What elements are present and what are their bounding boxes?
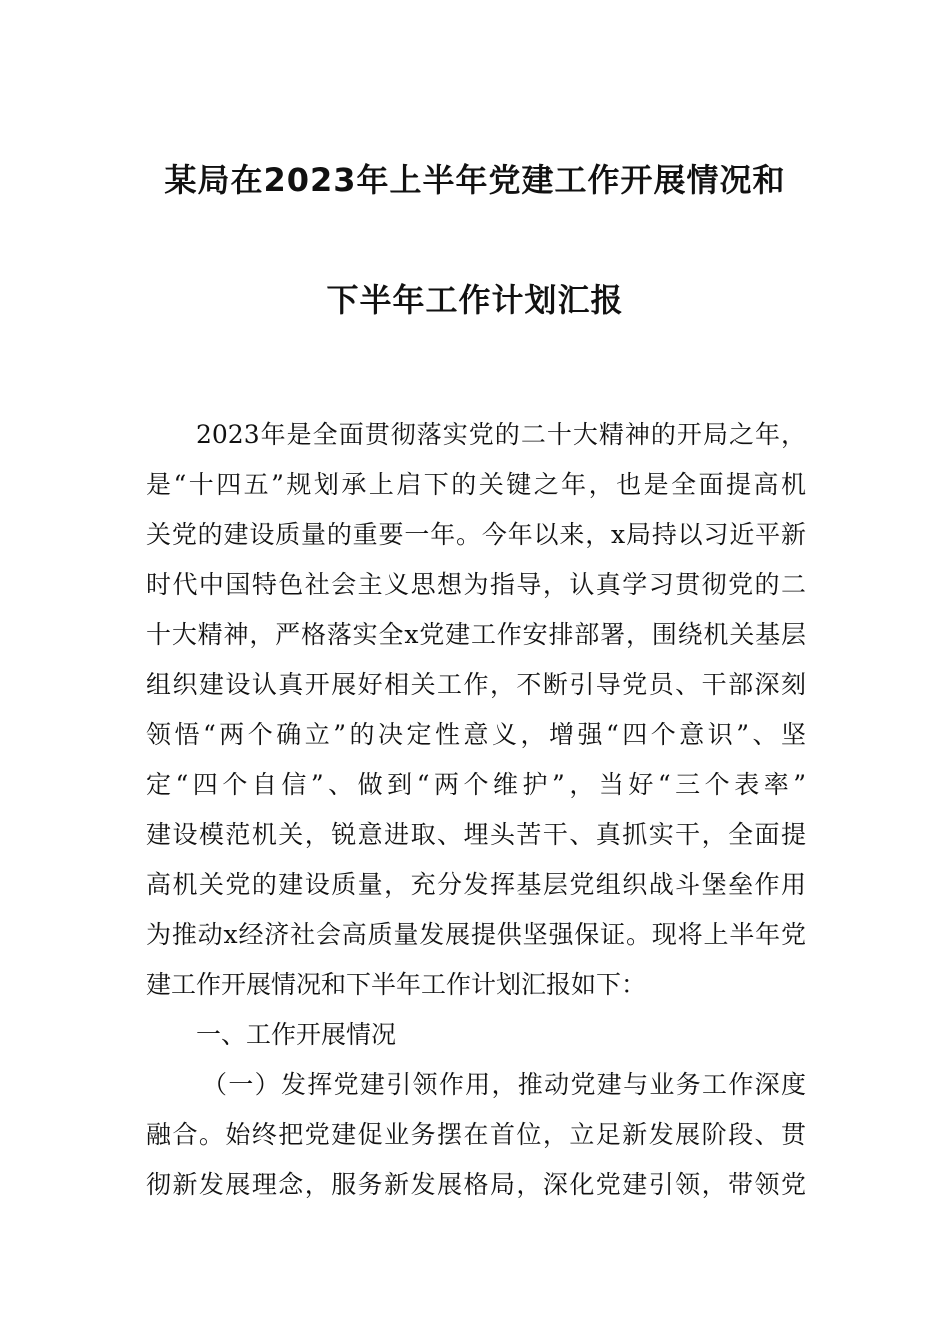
paragraph-line: 高机关党的建设质量，充分发挥基层党组织战斗堡垒作用 [146,870,806,899]
paragraph-line: 为推动x经济社会高质量发展提供坚强保证。现将上半年党 [146,920,806,949]
paragraph-line: 彻新发展理念，服务新发展格局，深化党建引领，带领党 [146,1170,806,1199]
paragraph-line: 关党的建设质量的重要一年。今年以来，x局持以习近平新 [146,520,806,549]
paragraph-line: 2023年是全面贯彻落实党的二十大精神的开局之年， [196,420,806,449]
paragraph-line: 是“十四五”规划承上启下的关键之年，也是全面提高机 [146,470,806,499]
section-heading: 一、工作开展情况 [196,1020,397,1049]
document-title-line-2: 下半年工作计划汇报 [326,281,624,319]
paragraph-line: 十大精神，严格落实全x党建工作安排部署，围绕机关基层 [146,620,806,649]
document-body [146,410,806,1210]
paragraph-line: 领悟“两个确立”的决定性意义，增强“四个意识”、坚 [146,720,806,749]
paragraph-line: 时代中国特色社会主义思想为指导，认真学习贯彻党的二 [146,570,806,599]
paragraph-line: 融合。始终把党建促业务摆在首位，立足新发展阶段、贯 [146,1120,806,1149]
paragraph-line: 组织建设认真开展好相关工作，不断引导党员、干部深刻 [146,670,806,699]
document-title-line-1: 某局在2023年上半年党建工作开展情况和 [164,161,786,199]
paragraph-line: （一）发挥党建引领作用，推动党建与业务工作深度 [202,1070,806,1099]
paragraph-line: 建工作开展情况和下半年工作计划汇报如下： [146,970,647,999]
paragraph-line: 定“四个自信”、做到“两个维护”，当好“三个表率” [146,770,806,799]
paragraph-line: 建设模范机关，锐意进取、埋头苦干、真抓实干，全面提 [146,820,806,849]
